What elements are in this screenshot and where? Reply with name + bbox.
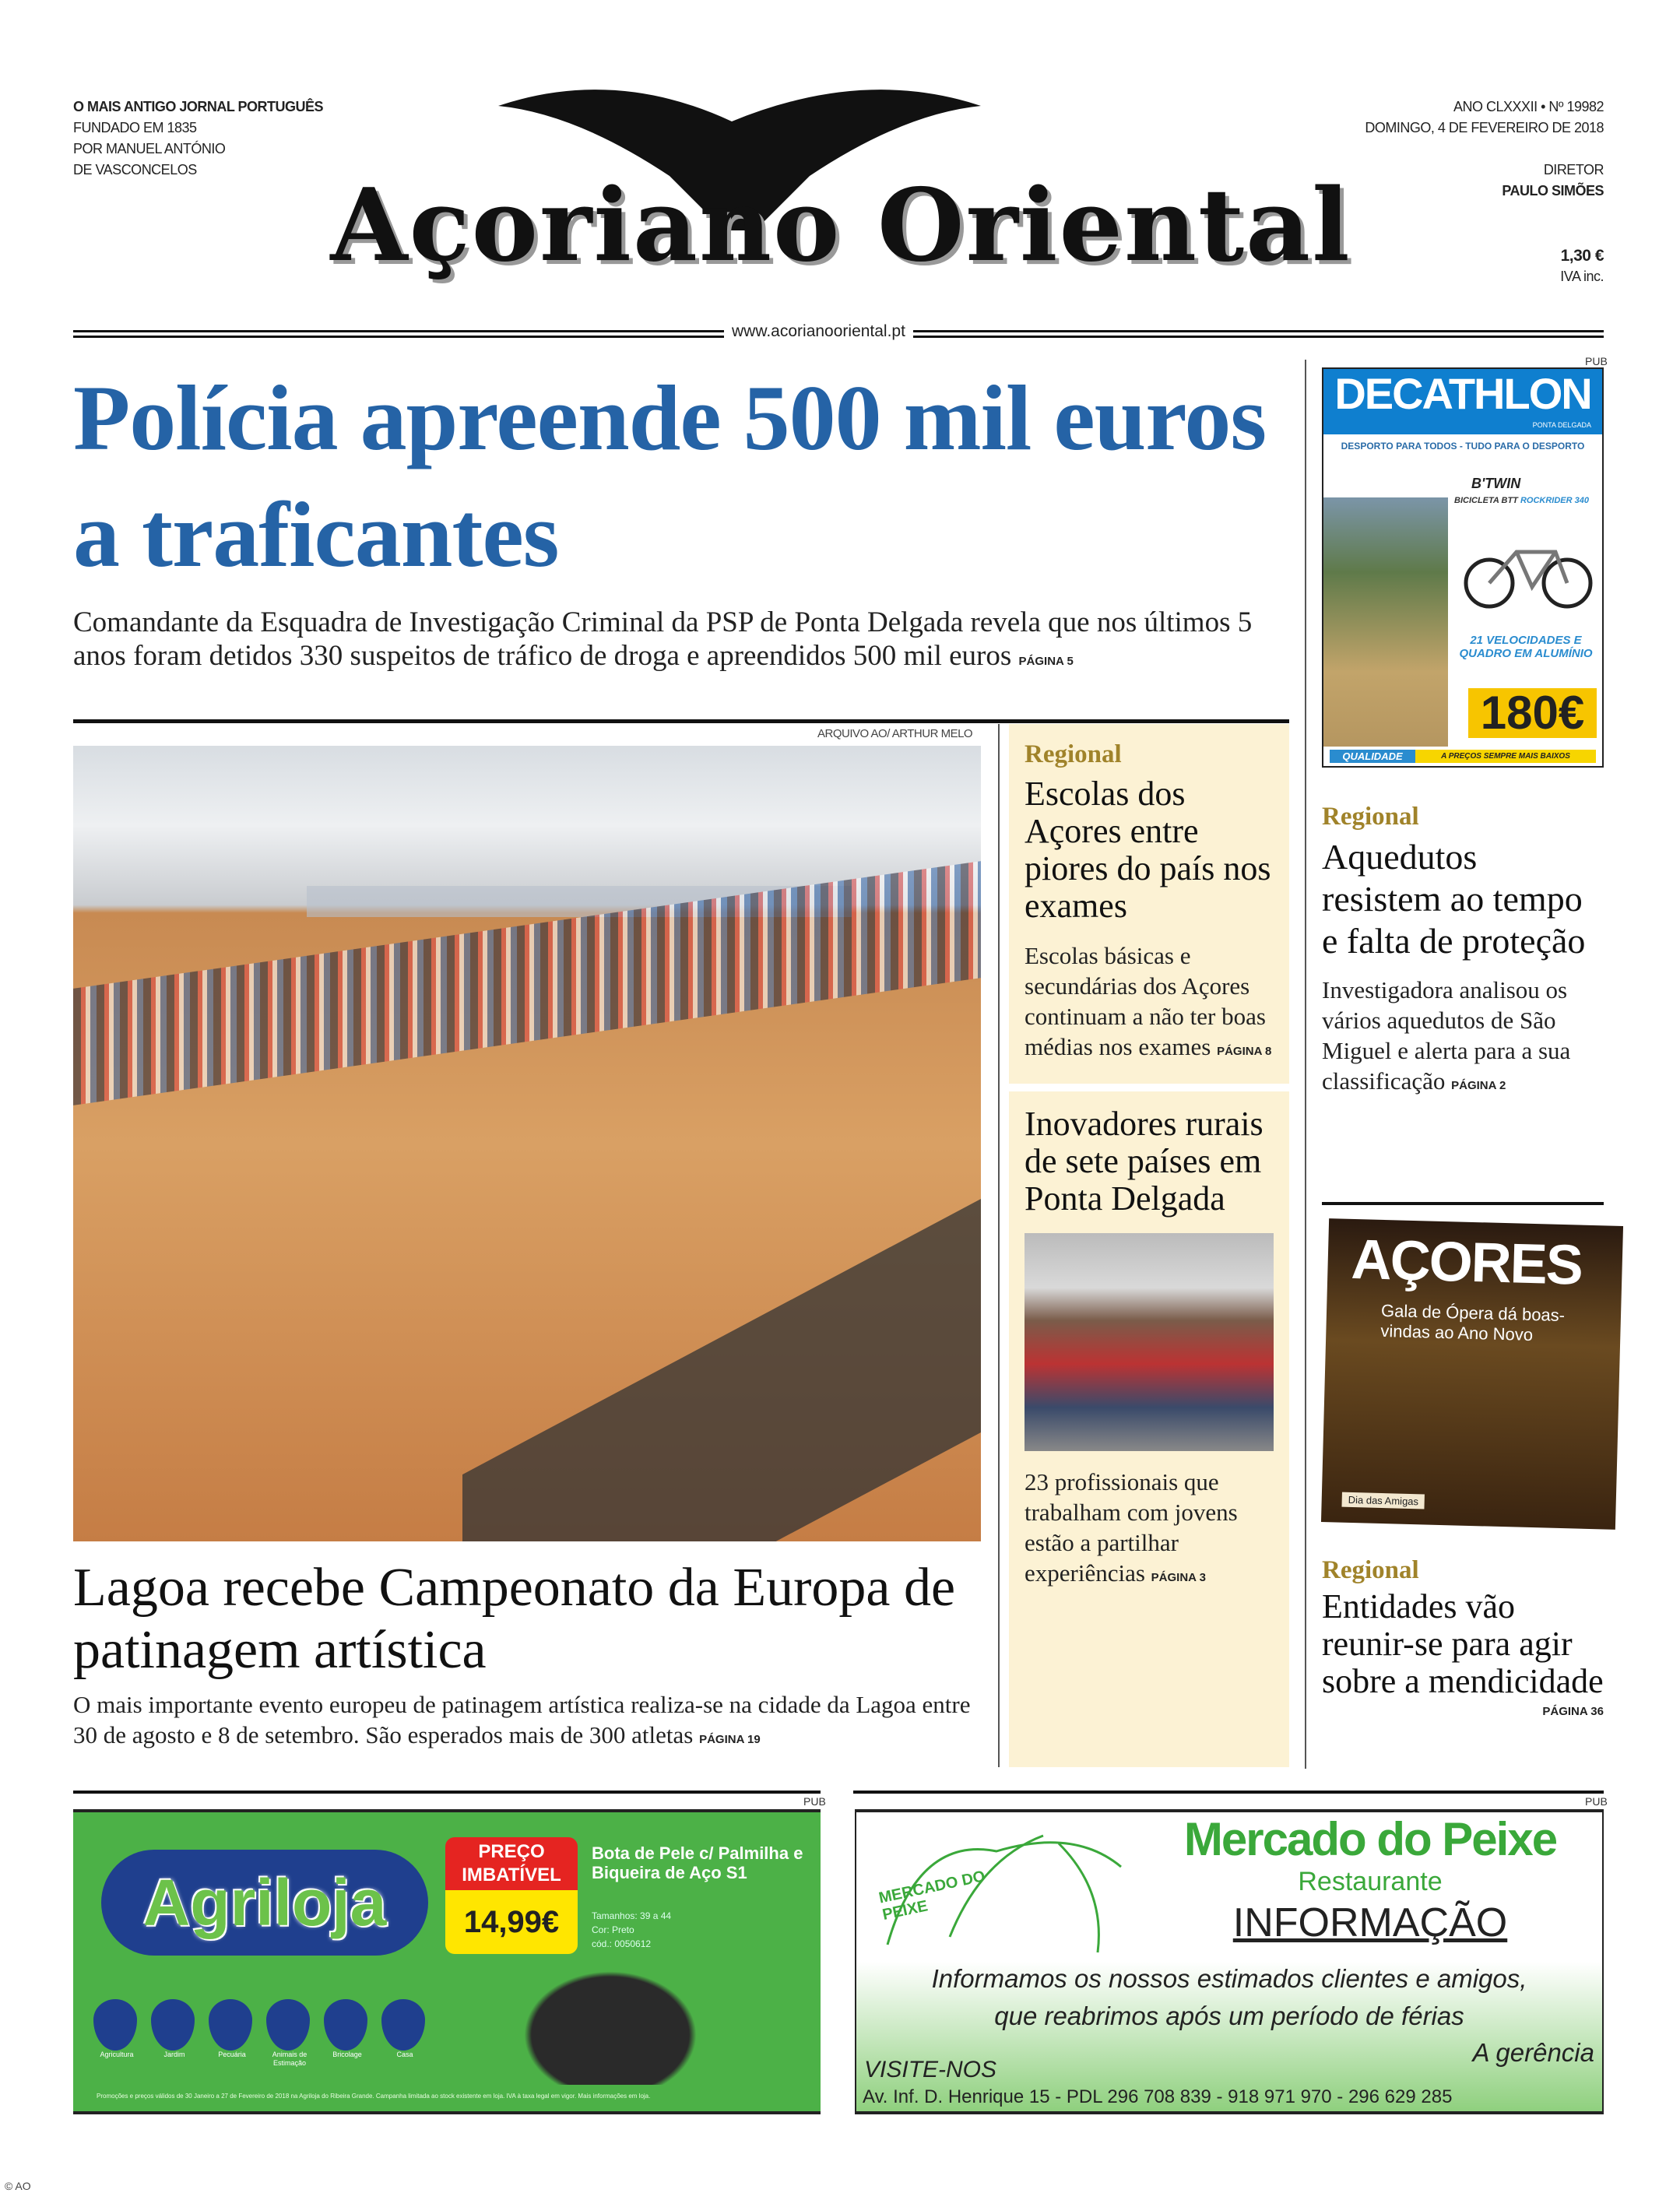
lead-subhead <box>73 606 1295 678</box>
category-label: Pecuária <box>218 2051 246 2058</box>
location: PONTA DELGADA <box>1532 421 1591 429</box>
mercado-heading: INFORMAÇÃO <box>1232 1900 1508 1945</box>
code: cód.: 0050612 <box>592 1938 652 1949</box>
mercado-do-peixe-ad[interactable] <box>855 1809 1604 2114</box>
spectators <box>462 1185 981 1541</box>
lead-text: Comandante da Esquadra de Investigação Criminal da PSP de Ponta Delgada revela que nos últimos 5 anos foram detidos 330 suspeitos de tráfico de droga e apreendidos 500 mil euros <box>73 606 1253 672</box>
visit-label: VISITE-NOS <box>864 2057 997 2082</box>
features: 21 VELOCIDADES E QUADRO EM ALUMÍNIO <box>1459 634 1593 660</box>
hammer-icon <box>324 1999 367 2051</box>
article-text: Escolas básicas e secundárias dos Açores continuam a não ter boas médias nos exames <box>1025 942 1266 1060</box>
category-label: Jardim <box>163 2051 185 2058</box>
category-label: Casa <box>396 2051 413 2058</box>
quality: QUALIDADE <box>1330 750 1415 763</box>
section-label: Regional <box>1025 740 1122 768</box>
product: Bota de Pele c/ Palmilha e Biqueira de Aço S1 <box>592 1843 803 1882</box>
dog-icon <box>266 1999 310 2051</box>
category-label: Bricolage <box>332 2051 362 2058</box>
masthead-info <box>1365 97 1604 287</box>
boxes-icon <box>381 1999 425 2051</box>
tagline: A PREÇOS SEMPRE MAIS BAIXOS <box>1415 750 1596 763</box>
badge-line: PREÇO <box>478 1841 545 1862</box>
chicken-icon <box>209 1999 252 2051</box>
address: Av. Inf. D. Henrique 15 - PDL 296 708 839 - 918 971 970 - 296 629 285 <box>863 2086 1453 2107</box>
mercado-logo-text: MERCADO DO PEIXE <box>877 1868 987 1924</box>
acores-magazine-cover[interactable] <box>1321 1218 1623 1530</box>
category-label: Agricultura <box>100 2051 134 2058</box>
website-link[interactable]: www.acorianooriental.pt <box>724 322 913 341</box>
agriloja-ad[interactable] <box>73 1809 821 2114</box>
copyright: © AO <box>5 2180 31 2192</box>
badge-line: IMBATÍVEL <box>462 1864 561 1885</box>
pub-label: PUB <box>1585 1795 1608 1808</box>
message-line: que reabrimos após um período de férias <box>994 2001 1464 2030</box>
category-pecuaria[interactable] <box>209 1999 255 2068</box>
sizes: Tamanhos: 39 a 44 <box>592 1910 672 1921</box>
pub-label: PUB <box>1585 355 1608 367</box>
article-escolas[interactable] <box>1009 724 1289 1084</box>
agriloja-logo: Agriloja <box>101 1850 428 1956</box>
boot-image <box>509 1960 712 2085</box>
corn-icon <box>93 1999 137 2051</box>
mercado-subtitle: Restaurante <box>1298 1867 1443 1896</box>
issue-number: ANO CLXXXII • Nº 19982 <box>1453 99 1604 114</box>
article-title[interactable]: Inovadores rurais de sete países em Ponta Delgada <box>1025 1105 1264 1218</box>
mercado-title: Mercado do Peixe <box>1183 1813 1557 1865</box>
category-agricultura[interactable] <box>93 1999 140 2068</box>
section-label: Regional <box>1322 1556 1419 1584</box>
article-entidades[interactable] <box>1322 1555 1604 1718</box>
magazine-tag: Dia das Amigas <box>1341 1492 1425 1509</box>
category-casa[interactable] <box>381 1999 428 2068</box>
price: 14,99€ <box>445 1890 578 1954</box>
page-ref[interactable]: PÁGINA 2 <box>1451 1079 1506 1092</box>
message-line: Informamos os nossos estimados clientes e amigos, <box>931 1964 1527 1993</box>
category-animais[interactable] <box>266 1999 313 2068</box>
category-label: Animais de Estimação <box>272 2051 308 2067</box>
founder: POR MANUEL ANTÓNIO <box>73 141 226 156</box>
slogan: DESPORTO PARA TODOS - TUDO PARA O DESPORTO <box>1341 441 1585 452</box>
second-text <box>73 1689 984 1755</box>
magazine-teaser: Gala de Ópera dá boas-vindas ao Ano Novo <box>1380 1300 1566 1345</box>
fine-print: Promoções e preços válidos de 30 Janeiro a 27 de Fevereiro de 2018 na Agriloja do Ribeira Grande. Campanha limitada ao stock existente em loja. IVA à taxa legal em vigor. Mais informações em loja. <box>97 2093 651 2100</box>
signature: A gerência <box>1472 2038 1594 2067</box>
magazine-title: AÇORES <box>1350 1228 1583 1297</box>
page-ref[interactable]: PÁGINA 36 <box>1542 1705 1604 1718</box>
group-photo[interactable] <box>1025 1233 1274 1451</box>
founded: FUNDADO EM 1835 <box>73 120 197 135</box>
price-badge <box>445 1837 578 1954</box>
decathlon-ad[interactable] <box>1322 367 1604 768</box>
tagline: O MAIS ANTIGO JORNAL PORTUGUÊS <box>73 99 324 114</box>
article-inovadores[interactable] <box>1009 1091 1289 1767</box>
bicycle-icon <box>1462 529 1594 614</box>
page-ref[interactable]: PÁGINA 5 <box>1018 655 1074 668</box>
newspaper-logo[interactable]: Açoriano Oriental <box>330 167 1351 284</box>
skating-event-photo[interactable] <box>73 746 981 1541</box>
masthead-tagline <box>73 97 323 181</box>
article-title[interactable]: Escolas dos Açores entre piores do país nos exames <box>1025 775 1271 925</box>
column-divider <box>1305 360 1306 1769</box>
model: ROCKRIDER 340 <box>1520 496 1589 505</box>
cyclist-photo <box>1323 497 1448 747</box>
second-headline[interactable]: Lagoa recebe Campeonato da Europa de patinagem artística <box>73 1558 956 1680</box>
divider <box>853 1791 1604 1794</box>
article-title[interactable]: Aquedutos resistem ao tempo e falta de proteção <box>1322 837 1586 961</box>
article-aquedutos[interactable] <box>1322 802 1604 1101</box>
page-ref[interactable]: PÁGINA 8 <box>1217 1045 1272 1058</box>
divider <box>73 719 1289 723</box>
second-body: O mais importante evento europeu de patinagem artística realiza-se na cidade da Lagoa entre 30 de agosto e 8 de setembro. São esperados mais de 300 atletas <box>73 1691 971 1748</box>
article-text: 23 profissionais que trabalham com jovens estão a partilhar experiências <box>1025 1468 1238 1587</box>
director-label: DIRETOR <box>1543 162 1604 177</box>
middle-column <box>1009 724 1289 1767</box>
page-ref[interactable]: PÁGINA 3 <box>1151 1571 1206 1584</box>
divider <box>73 1791 821 1794</box>
product: BICICLETA BTT <box>1454 496 1518 505</box>
watering-can-icon <box>151 1999 195 2051</box>
category-bricolage[interactable] <box>324 1999 371 2068</box>
photo-credit: ARQUIVO AO/ ARTHUR MELO <box>817 727 973 740</box>
lead-headline[interactable]: Polícia apreende 500 mil euros a traficantes <box>73 366 1267 586</box>
price: 1,30 € <box>1560 247 1604 265</box>
section-label: Regional <box>1322 803 1419 831</box>
article-text: Investigadora analisou os vários aquedutos de São Miguel e alerta para a sua classificação <box>1322 976 1571 1095</box>
color: Cor: Preto <box>592 1924 634 1935</box>
divider <box>1322 1202 1604 1205</box>
pub-label: PUB <box>803 1795 826 1808</box>
issue-date: DOMINGO, 4 DE FEVEREIRO DE 2018 <box>1365 120 1604 135</box>
page-ref[interactable]: PÁGINA 19 <box>699 1733 761 1746</box>
decathlon-logo: DECATHLON <box>1323 369 1602 434</box>
category-jardim[interactable] <box>151 1999 198 2068</box>
director-name: PAULO SIMÕES <box>1502 183 1604 199</box>
price: 180€ <box>1468 688 1597 738</box>
vat: IVA inc. <box>1560 269 1604 284</box>
category-icons <box>93 1999 428 2068</box>
founder-2: DE VASCONCELOS <box>73 162 197 177</box>
column-divider <box>998 724 1000 1767</box>
maker: B'TWIN <box>1471 476 1521 491</box>
article-title[interactable]: Entidades vão reunir-se para agir sobre a mendicidade <box>1322 1587 1604 1700</box>
